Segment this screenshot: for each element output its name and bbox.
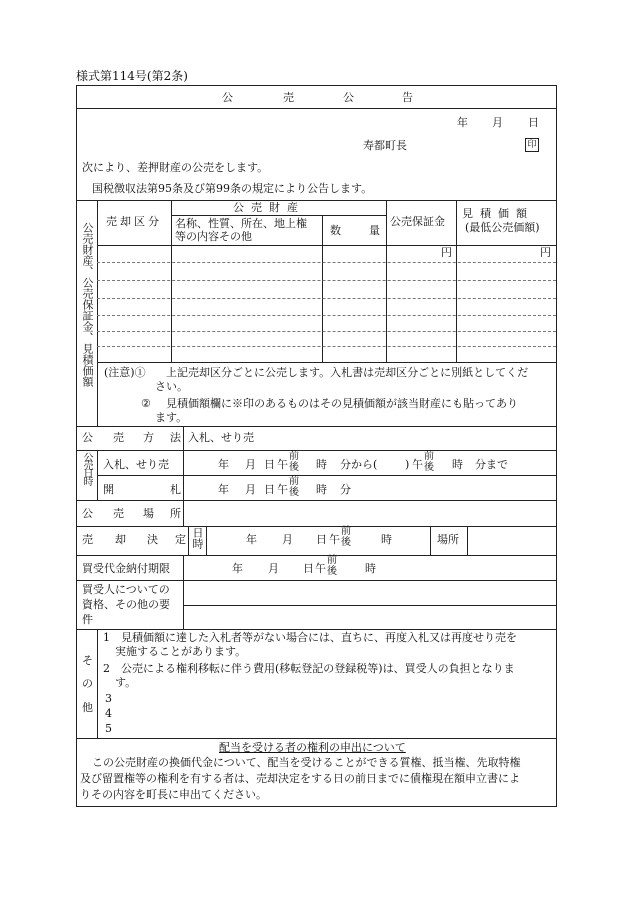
date-day: 日: [528, 116, 539, 129]
rule: [97, 362, 556, 363]
footer-title: 配当を受ける者の権利の申出について: [219, 741, 406, 754]
rule: [97, 315, 556, 316]
rule: [206, 526, 207, 555]
rule: [171, 200, 172, 362]
footer-line-1: この公売財産の換価代金について、配当を受けることができる質権、抵当権、先取特権: [92, 756, 521, 769]
open-ato: 後: [289, 487, 299, 498]
rule: [171, 215, 386, 216]
decision-label-2: 却: [115, 533, 126, 546]
note-prefix: (注意)①: [104, 366, 146, 379]
payment-year: 年: [232, 562, 243, 575]
frame-bottom: [76, 806, 556, 807]
method-label-4: 法: [170, 431, 181, 444]
decision-nichiji: 日時: [191, 527, 204, 549]
decision-ato: 後: [341, 537, 351, 548]
decision-label-1: 売: [82, 533, 93, 546]
bid-month: 月: [245, 458, 256, 471]
decision-year: 年: [246, 533, 257, 546]
rule: [76, 500, 556, 501]
rule: [76, 200, 556, 201]
title-char-1: 公: [222, 91, 233, 104]
title-char-4: 告: [402, 91, 413, 104]
footer-line-2: 及び留置権等の権利を有する者は、売却決定をする日の前日までに債権現在額申立書によ: [80, 772, 520, 785]
payment-ji: 時: [365, 562, 376, 575]
open-zen: 前: [289, 476, 299, 487]
decision-go: 午: [329, 533, 340, 546]
title-char-2: 売: [283, 91, 294, 104]
other-2-line-2: す。: [115, 676, 137, 689]
rule: [76, 426, 556, 427]
intro-line-2: 国税徴収法第95条及び第99条の規定により公告します。: [92, 182, 373, 195]
payment-ato: 後: [327, 566, 337, 577]
col-deposit: 公売保証金: [390, 215, 445, 228]
bid-ji: 時: [316, 458, 327, 471]
bid-ato: 後: [289, 462, 299, 473]
col-name-line-2: 等の内容その他: [175, 230, 252, 243]
note-2-line-2: ます。: [155, 411, 188, 424]
decision-label-4: 定: [175, 533, 186, 546]
rule: [97, 262, 556, 263]
rule: [97, 280, 556, 281]
rule: [76, 738, 556, 739]
bid-ji-2: 時: [452, 458, 463, 471]
rule: [76, 629, 556, 630]
buyer-label-line-1: 買受人についての: [82, 583, 170, 596]
bid-zen: 前: [289, 451, 299, 462]
other-label-3: 他: [82, 701, 93, 714]
place-label-4: 所: [170, 507, 181, 520]
yen-deposit: 円: [441, 246, 452, 259]
payment-label: 買受代金納付期限: [82, 562, 170, 575]
title-char-3: 公: [343, 91, 354, 104]
col-estimate: 見積価額: [462, 207, 534, 220]
mayor-name: 寿都町長: [363, 139, 407, 152]
rule: [76, 580, 556, 581]
open-label-1: 開: [103, 483, 114, 496]
col-qty-1: 数: [330, 224, 341, 237]
method-label-3: 方: [143, 431, 154, 444]
rule: [76, 555, 556, 556]
footer-line-3: りその内容を町長に申出てください。: [80, 788, 267, 801]
rule: [97, 298, 556, 299]
bid-fun-kara: 分から(: [340, 458, 378, 471]
rule: [456, 200, 457, 362]
col-qty-2: 量: [369, 224, 380, 237]
bid-fun-made: 分まで: [475, 458, 508, 471]
date-year: 年: [457, 116, 468, 129]
seal-mark: 印: [525, 138, 539, 152]
place-label-1: 公: [82, 507, 93, 520]
note-2-line-1: 見積価額欄に※印のあるものはその見積価額が該当財産にも貼ってあり: [166, 397, 518, 410]
rule: [97, 346, 556, 347]
other-label-1: そ: [82, 654, 93, 667]
bid-go: 午: [277, 458, 288, 471]
frame-right: [556, 85, 557, 807]
decision-basho: 場所: [437, 533, 459, 546]
bid-go-2: 午: [412, 458, 423, 471]
bid-label: 入札、せり売: [103, 458, 169, 471]
bid-day: 日: [264, 458, 275, 471]
note-1-line-1: 上記売却区分ごとに公売します。入札書は売却区分ごとに別紙としてくだ: [166, 366, 529, 379]
rule: [386, 200, 387, 362]
method-label-2: 売: [113, 431, 124, 444]
decision-day: 日: [316, 533, 327, 546]
col-sale-class: 売却区分: [106, 215, 162, 228]
buyer-label-line-2: 資格、その他の要: [82, 598, 170, 611]
other-num-4: 4: [105, 707, 112, 720]
place-label-3: 場: [143, 507, 154, 520]
decision-ji: 時: [381, 533, 392, 546]
payment-month: 月: [268, 562, 279, 575]
payment-go: 午: [315, 562, 326, 575]
payment-zen: 前: [327, 555, 337, 566]
bid-year: 年: [218, 458, 229, 471]
place-label-2: 売: [113, 507, 124, 520]
open-ji: 時: [316, 483, 327, 496]
note-2-mark: ②: [141, 397, 151, 410]
bid-paren-close: ): [405, 458, 410, 471]
col-estimate-sub: (最低公売価額): [465, 221, 540, 234]
rule: [183, 426, 184, 500]
open-label-2: 札: [170, 483, 181, 496]
form-number: 様式第114号(第2条): [76, 69, 188, 83]
rule: [183, 605, 556, 606]
decision-zen: 前: [341, 526, 351, 537]
intro-line-1: 次により、差押財産の公売をします。: [82, 161, 269, 174]
open-month: 月: [245, 483, 256, 496]
date-month: 月: [492, 116, 503, 129]
rule: [76, 450, 556, 451]
rule: [430, 526, 431, 555]
rule: [467, 526, 468, 555]
frame-top: [76, 85, 556, 86]
rule: [97, 629, 98, 738]
other-2-line-1: 2 公売による権利移転に伴う費用(移転登記の登録税等)は、買受人の負担となりま: [103, 662, 515, 675]
property-side-label: 公売財産、公売保証金、見積価額: [81, 222, 94, 387]
rule: [97, 331, 556, 332]
rule: [183, 555, 184, 629]
method-value: 入札、せり売: [188, 431, 254, 444]
rule: [97, 245, 556, 246]
yen-estimate: 円: [540, 246, 551, 259]
col-name-line-1: 名称、性質、所在、地上権: [175, 217, 307, 230]
rule: [76, 108, 556, 109]
decision-month: 月: [282, 533, 293, 546]
open-fun: 分: [340, 483, 351, 496]
other-1-line-1: 1 見積価額に達した入札者等がない場合には、直ちに、再度入札又は再度せり売を: [103, 631, 517, 644]
col-property: 公売財産: [233, 201, 305, 214]
other-num-3: 3: [105, 692, 112, 705]
rule: [322, 216, 323, 362]
bid-zen-2: 前: [424, 451, 434, 462]
rule: [188, 526, 189, 555]
rule: [97, 475, 556, 476]
rule: [97, 200, 98, 426]
note-1-line-2: さい。: [155, 380, 188, 393]
rule: [76, 526, 556, 527]
open-day: 日: [264, 483, 275, 496]
payment-day: 日: [303, 562, 314, 575]
open-go: 午: [277, 483, 288, 496]
sale-date-side-label: 公売日時: [81, 452, 92, 484]
open-year: 年: [218, 483, 229, 496]
bid-ato-2: 後: [424, 462, 434, 473]
frame-left: [76, 85, 77, 806]
decision-label-3: 決: [147, 533, 158, 546]
rule: [183, 500, 184, 526]
other-label-2: の: [82, 677, 93, 690]
other-num-5: 5: [105, 722, 112, 735]
other-1-line-2: 実施することがあります。: [115, 645, 247, 658]
method-label-1: 公: [82, 431, 93, 444]
buyer-label-line-3: 件: [82, 613, 93, 626]
